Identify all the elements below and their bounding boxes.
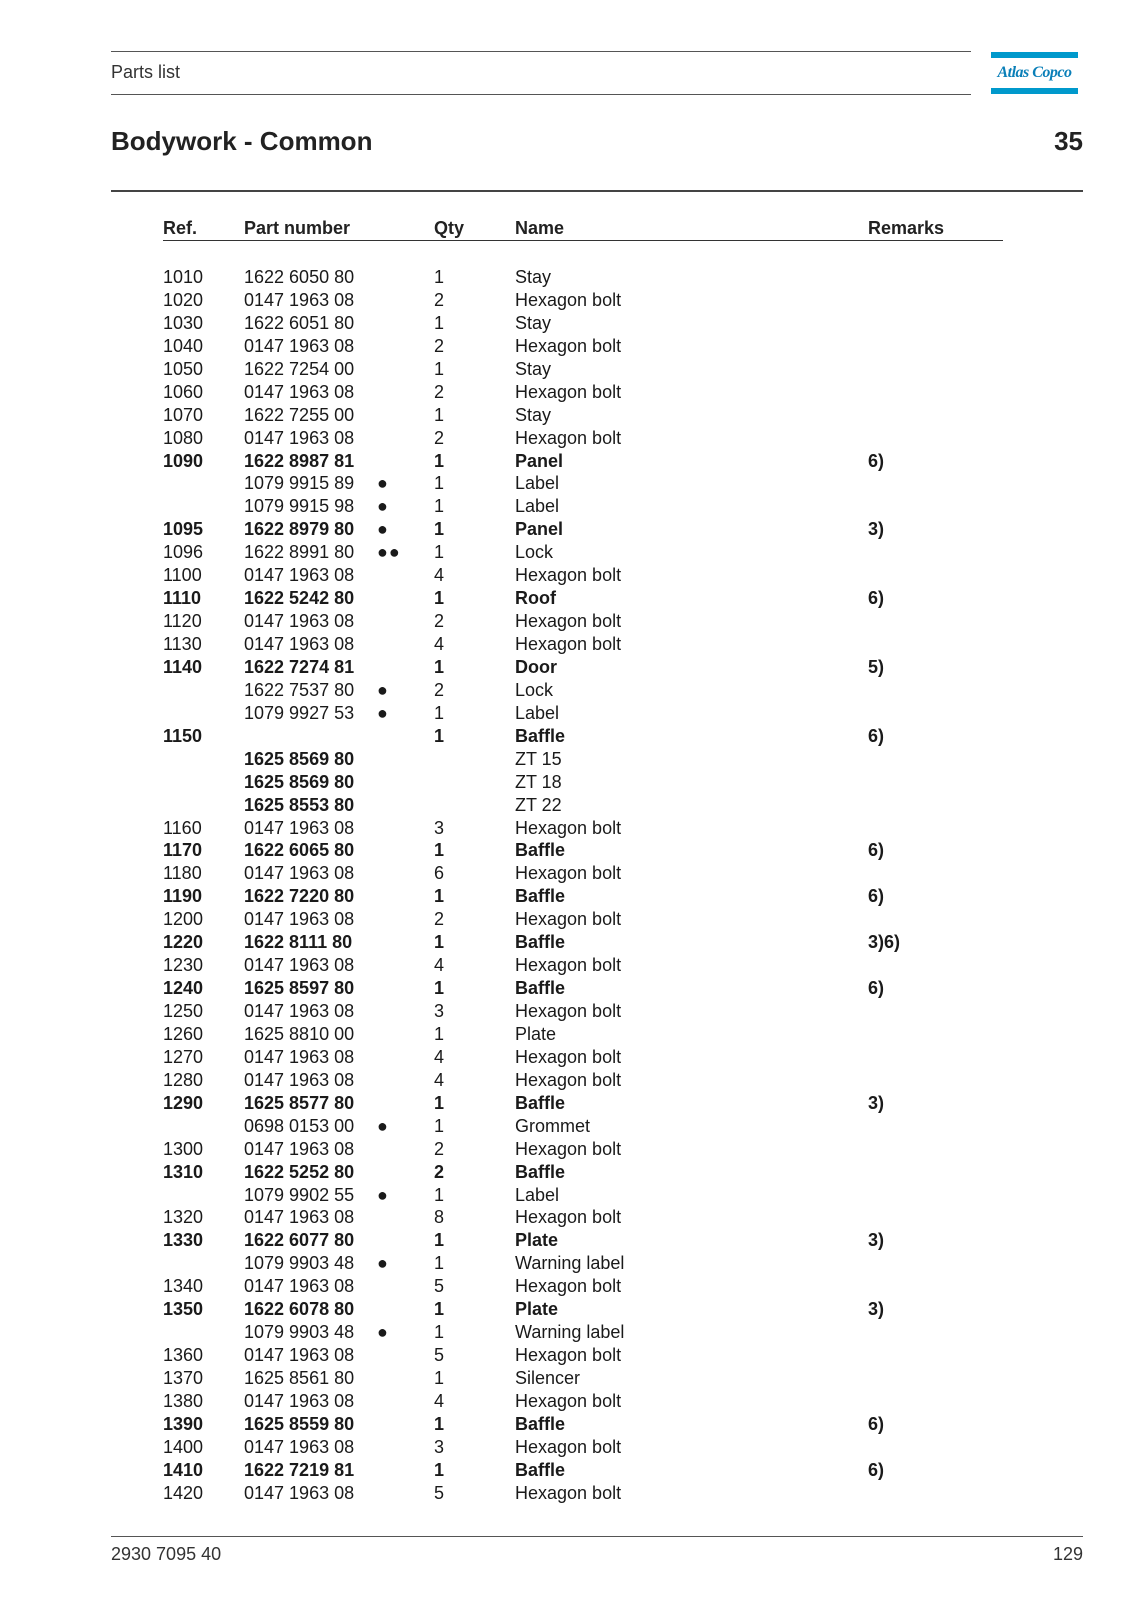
ref-cell: 1140 (163, 656, 203, 677)
table-row (0, 1390, 1131, 1413)
qty-cell: 1 (434, 450, 445, 471)
table-row (0, 748, 1131, 771)
ref-cell: 1420 (163, 1482, 204, 1503)
table-header (0, 218, 1131, 238)
remarks-cell: 6) (868, 1459, 885, 1480)
header-top-rule (111, 51, 971, 52)
name-cell: Silencer (515, 1368, 581, 1388)
part-number-cell: 0147 1963 08 (244, 817, 355, 838)
part-number-cell: 0147 1963 08 (244, 565, 355, 586)
bullet-marker: ● (377, 1322, 389, 1343)
qty-cell: 2 (434, 1161, 445, 1182)
name-cell: Hexagon bolt (515, 1069, 622, 1090)
part-number-cell: 1625 8597 80 (244, 978, 355, 999)
name-cell: ZT 15 (515, 748, 562, 769)
table-row (0, 633, 1131, 656)
qty-cell: 1 (434, 1253, 445, 1274)
qty-cell: 1 (434, 1368, 445, 1388)
column-header-ref: Ref. (163, 218, 198, 238)
qty-cell: 1 (434, 542, 445, 563)
part-number-cell: 1622 8111 80 (244, 932, 353, 953)
qty-cell: 1 (434, 1115, 445, 1136)
qty-cell: 1 (434, 312, 445, 333)
name-cell: Label (515, 1184, 560, 1205)
table-row (0, 518, 1131, 541)
part-number-cell: 1622 8991 80 (244, 542, 355, 563)
name-cell: Hexagon bolt (515, 1436, 622, 1457)
qty-cell: 2 (434, 611, 445, 632)
part-number-cell: 1622 6077 80 (244, 1230, 355, 1251)
name-cell: Baffle (515, 1092, 566, 1113)
part-number-cell: 1622 8979 80 (244, 519, 355, 540)
qty-cell: 1 (434, 404, 445, 425)
qty-cell: 1 (434, 725, 445, 746)
remarks-cell: 3) (868, 1299, 885, 1320)
table-row (0, 702, 1131, 725)
ref-cell: 1010 (163, 267, 204, 287)
table-row (0, 725, 1131, 748)
part-number-cell: 1622 7219 81 (244, 1459, 355, 1480)
part-number-cell: 1079 9903 48 (244, 1253, 355, 1274)
column-header-qty: Qty (434, 218, 465, 238)
part-number-cell: 0147 1963 08 (244, 1207, 355, 1228)
part-number-cell: 0147 1963 08 (244, 1482, 355, 1503)
name-cell: Baffle (515, 1413, 566, 1434)
qty-cell: 5 (434, 1482, 445, 1503)
table-row (0, 1000, 1131, 1023)
table-row (0, 1138, 1131, 1161)
name-cell: Warning label (515, 1322, 625, 1343)
part-number-cell: 1622 7254 00 (244, 358, 355, 379)
logo-text: Atlas Copco (997, 64, 1072, 81)
name-cell: Hexagon bolt (515, 909, 622, 930)
remarks-cell: 3) (868, 519, 885, 540)
table-row (0, 1229, 1131, 1252)
name-cell: Baffle (515, 840, 566, 861)
ref-cell: 1340 (163, 1276, 204, 1297)
remarks-cell: 6) (868, 1413, 885, 1434)
qty-cell: 1 (434, 1184, 445, 1205)
qty-cell: 1 (434, 1023, 445, 1044)
table-row (0, 1092, 1131, 1115)
part-number-cell: 1625 8569 80 (244, 748, 355, 769)
qty-cell: 2 (434, 909, 445, 930)
ref-cell: 1080 (163, 427, 204, 448)
part-number-cell: 0147 1963 08 (244, 381, 355, 402)
part-number-cell: 0147 1963 08 (244, 1046, 355, 1067)
name-cell: ZT 22 (515, 794, 562, 815)
part-number-cell: 0147 1963 08 (244, 863, 355, 884)
table-row (0, 312, 1131, 335)
column-header-part-number: Part number (244, 218, 351, 238)
qty-cell: 1 (434, 656, 445, 677)
part-number-cell: 1622 8987 81 (244, 450, 355, 471)
table-row (0, 404, 1131, 427)
table-header-rule (163, 240, 1003, 241)
table-row (0, 679, 1131, 702)
footer-rule (111, 1536, 1083, 1537)
table-row (0, 472, 1131, 495)
name-cell: Hexagon bolt (515, 1390, 622, 1411)
qty-cell: 8 (434, 1207, 445, 1228)
part-number-cell: 0147 1963 08 (244, 1390, 355, 1411)
remarks-cell: 6) (868, 840, 885, 861)
table-row (0, 1252, 1131, 1275)
qty-cell: 5 (434, 1276, 445, 1297)
bullet-marker: ● (377, 1115, 389, 1136)
table-row (0, 610, 1131, 633)
remarks-cell: 5) (868, 656, 885, 677)
remarks-cell: 3) (868, 1230, 885, 1251)
part-number-cell: 0698 0153 00 (244, 1115, 355, 1136)
qty-cell: 2 (434, 427, 445, 448)
name-cell: Hexagon bolt (515, 1345, 622, 1366)
name-cell: Baffle (515, 1459, 566, 1480)
ref-cell: 1220 (163, 932, 204, 953)
part-number-cell: 1625 8553 80 (244, 794, 355, 815)
section-number: 35 (1054, 126, 1083, 156)
name-cell: Lock (515, 542, 554, 563)
name-cell: Panel (515, 519, 564, 540)
ref-cell: 1160 (163, 817, 202, 838)
qty-cell: 2 (434, 1138, 445, 1159)
bullet-marker: ● (377, 519, 389, 540)
qty-cell: 2 (434, 381, 445, 402)
name-cell: Plate (515, 1023, 557, 1044)
table-row (0, 450, 1131, 473)
footer-doc-number: 2930 7095 40 (111, 1544, 222, 1564)
name-cell: ZT 18 (515, 771, 562, 792)
qty-cell: 1 (434, 1322, 445, 1343)
table-row (0, 541, 1131, 564)
table-row (0, 564, 1131, 587)
qty-cell: 1 (434, 1230, 445, 1251)
name-cell: Baffle (515, 886, 566, 907)
part-number-cell: 1622 7255 00 (244, 404, 355, 425)
name-cell: Baffle (515, 1161, 566, 1182)
part-number-cell: 1079 9915 98 (244, 496, 355, 517)
part-number-cell: 0147 1963 08 (244, 1069, 355, 1090)
ref-cell: 1170 (163, 840, 203, 861)
bullet-marker: ● (377, 473, 389, 494)
name-cell: Grommet (515, 1115, 591, 1136)
part-number-cell: 0147 1963 08 (244, 335, 355, 356)
part-number-cell: 1079 9903 48 (244, 1322, 355, 1343)
table-row (0, 1115, 1131, 1138)
qty-cell: 4 (434, 565, 445, 586)
bullet-marker: ● (377, 702, 389, 723)
qty-cell: 1 (434, 588, 445, 609)
ref-cell: 1130 (163, 634, 202, 654)
ref-cell: 1110 (163, 588, 202, 609)
table-row (0, 266, 1131, 289)
qty-cell: 4 (434, 1390, 445, 1411)
ref-cell: 1310 (163, 1161, 204, 1182)
name-cell: Stay (515, 267, 552, 287)
bullet-marker: ● (377, 679, 389, 700)
name-cell: Roof (515, 588, 556, 609)
name-cell: Plate (515, 1230, 559, 1251)
table-row (0, 839, 1131, 862)
table-row (0, 1436, 1131, 1459)
qty-cell: 1 (434, 932, 445, 953)
ref-cell: 1100 (163, 565, 202, 586)
name-cell: Hexagon bolt (515, 863, 622, 884)
part-number-cell: 1079 9902 55 (244, 1184, 355, 1205)
name-cell: Hexagon bolt (515, 1276, 622, 1297)
name-cell: Hexagon bolt (515, 817, 622, 838)
name-cell: Label (515, 473, 560, 494)
table-row (0, 289, 1131, 312)
qty-cell: 1 (434, 358, 445, 379)
part-number-cell: 1622 7274 81 (244, 656, 355, 677)
name-cell: Door (515, 656, 557, 677)
ref-cell: 1400 (163, 1436, 204, 1457)
qty-cell: 4 (434, 1069, 445, 1090)
name-cell: Baffle (515, 725, 566, 746)
name-cell: Stay (515, 312, 552, 333)
qty-cell: 1 (434, 886, 445, 907)
part-number-cell: 0147 1963 08 (244, 1138, 355, 1159)
qty-cell: 5 (434, 1345, 445, 1366)
part-number-cell: 1622 7537 80 (244, 679, 355, 700)
part-number-cell: 0147 1963 08 (244, 289, 355, 310)
name-cell: Panel (515, 450, 564, 471)
table-row (0, 1298, 1131, 1321)
ref-cell: 1040 (163, 335, 204, 356)
table-row (0, 794, 1131, 817)
header-bottom-rule (111, 94, 971, 95)
part-number-cell: 1622 6065 80 (244, 840, 355, 861)
table-row (0, 358, 1131, 381)
table-row (0, 977, 1131, 1000)
qty-cell: 1 (434, 702, 445, 723)
qty-cell: 4 (434, 634, 445, 654)
column-header-name: Name (515, 218, 565, 238)
footer-page-number: 129 (1052, 1544, 1083, 1564)
ref-cell: 1410 (163, 1459, 204, 1480)
part-number-cell: 0147 1963 08 (244, 611, 355, 632)
part-number-cell: 0147 1963 08 (244, 955, 355, 976)
name-cell: Stay (515, 404, 552, 425)
ref-cell: 1290 (163, 1092, 204, 1113)
name-cell: Hexagon bolt (515, 611, 622, 632)
part-number-cell: 1625 8577 80 (244, 1092, 355, 1113)
part-number-cell: 0147 1963 08 (244, 427, 355, 448)
qty-cell: 1 (434, 473, 445, 494)
table-row (0, 931, 1131, 954)
ref-cell: 1250 (163, 1001, 204, 1021)
ref-cell: 1060 (163, 381, 204, 402)
qty-cell: 1 (434, 496, 445, 517)
section-divider (111, 190, 1083, 192)
ref-cell: 1240 (163, 978, 204, 999)
qty-cell: 2 (434, 679, 445, 700)
table-row (0, 1161, 1131, 1184)
ref-cell: 1180 (163, 863, 202, 884)
part-number-cell: 0147 1963 08 (244, 1436, 355, 1457)
qty-cell: 3 (434, 1436, 445, 1457)
qty-cell: 1 (434, 1092, 445, 1113)
ref-cell: 1096 (163, 542, 204, 563)
qty-cell: 2 (434, 335, 445, 356)
qty-cell: 1 (434, 1413, 445, 1434)
ref-cell: 1260 (163, 1023, 204, 1044)
bullet-marker: ● (377, 496, 389, 517)
atlas-copco-logo (991, 52, 1078, 94)
ref-cell: 1120 (163, 611, 202, 632)
ref-cell: 1200 (163, 909, 204, 930)
remarks-cell: 3)6) (868, 932, 901, 953)
name-cell: Warning label (515, 1253, 625, 1274)
part-number-cell: 1625 8569 80 (244, 771, 355, 792)
table-row (0, 1046, 1131, 1069)
table-row (0, 1459, 1131, 1482)
ref-cell: 1390 (163, 1413, 204, 1434)
part-number-cell: 0147 1963 08 (244, 1276, 355, 1297)
table-row (0, 587, 1131, 610)
part-number-cell: 1625 8810 00 (244, 1023, 355, 1044)
qty-cell: 1 (434, 267, 445, 287)
qty-cell: 1 (434, 978, 445, 999)
part-number-cell: 1625 8561 80 (244, 1368, 355, 1388)
ref-cell: 1090 (163, 450, 204, 471)
ref-cell: 1230 (163, 955, 204, 976)
ref-cell: 1150 (163, 725, 203, 746)
qty-cell: 3 (434, 1001, 445, 1021)
qty-cell: 1 (434, 1299, 445, 1320)
qty-cell: 4 (434, 955, 445, 976)
ref-cell: 1280 (163, 1069, 204, 1090)
header-title: Parts list (111, 62, 181, 82)
ref-cell: 1270 (163, 1046, 204, 1067)
ref-cell: 1095 (163, 519, 204, 540)
part-number-cell: 1079 9927 53 (244, 702, 355, 723)
name-cell: Baffle (515, 978, 566, 999)
remarks-cell: 6) (868, 886, 885, 907)
table-row (0, 817, 1131, 840)
name-cell: Stay (515, 358, 552, 379)
table-row (0, 1184, 1131, 1207)
part-number-cell: 0147 1963 08 (244, 1345, 355, 1366)
name-cell: Hexagon bolt (515, 1207, 622, 1228)
ref-cell: 1380 (163, 1390, 204, 1411)
name-cell: Hexagon bolt (515, 955, 622, 976)
qty-cell: 1 (434, 840, 445, 861)
name-cell: Label (515, 702, 560, 723)
table-row (0, 1367, 1131, 1390)
ref-cell: 1190 (163, 886, 203, 907)
table-row (0, 1275, 1131, 1298)
part-number-cell: 1079 9915 89 (244, 473, 355, 494)
table-row (0, 1206, 1131, 1229)
table-row (0, 1069, 1131, 1092)
table-row (0, 1023, 1131, 1046)
name-cell: Label (515, 496, 560, 517)
part-number-cell: 1622 7220 80 (244, 886, 355, 907)
name-cell: Hexagon bolt (515, 1001, 622, 1021)
parts-table-body (0, 266, 1131, 1505)
ref-cell: 1320 (163, 1207, 204, 1228)
ref-cell: 1070 (163, 404, 204, 425)
table-row (0, 862, 1131, 885)
column-header-remarks: Remarks (868, 218, 945, 238)
part-number-cell: 0147 1963 08 (244, 1001, 355, 1021)
name-cell: Lock (515, 679, 554, 700)
part-number-cell: 0147 1963 08 (244, 909, 355, 930)
name-cell: Hexagon bolt (515, 289, 622, 310)
remarks-cell: 6) (868, 725, 885, 746)
name-cell: Hexagon bolt (515, 565, 622, 586)
name-cell: Hexagon bolt (515, 634, 622, 654)
part-number-cell: 0147 1963 08 (244, 634, 355, 654)
remarks-cell: 6) (868, 978, 885, 999)
section-title: Bodywork - Common (111, 126, 373, 156)
ref-cell: 1370 (163, 1368, 204, 1388)
qty-cell: 1 (434, 519, 445, 540)
qty-cell: 3 (434, 817, 445, 838)
name-cell: Hexagon bolt (515, 335, 622, 356)
name-cell: Hexagon bolt (515, 1138, 622, 1159)
remarks-cell: 3) (868, 1092, 885, 1113)
part-number-cell: 1622 6050 80 (244, 267, 355, 287)
part-number-cell: 1622 5242 80 (244, 588, 355, 609)
table-row (0, 908, 1131, 931)
remarks-cell: 6) (868, 450, 885, 471)
part-number-cell: 1622 6051 80 (244, 312, 355, 333)
table-row (0, 1482, 1131, 1505)
bullet-marker: ● (377, 1253, 389, 1274)
qty-cell: 4 (434, 1046, 445, 1067)
table-row (0, 885, 1131, 908)
table-row (0, 954, 1131, 977)
table-row (0, 1413, 1131, 1436)
ref-cell: 1360 (163, 1345, 204, 1366)
name-cell: Hexagon bolt (515, 427, 622, 448)
qty-cell: 6 (434, 863, 445, 884)
qty-cell: 2 (434, 289, 445, 310)
name-cell: Hexagon bolt (515, 1046, 622, 1067)
bullet-marker: ● (377, 1184, 389, 1205)
name-cell: Hexagon bolt (515, 381, 622, 402)
table-row (0, 335, 1131, 358)
ref-cell: 1050 (163, 358, 204, 379)
part-number-cell: 1625 8559 80 (244, 1413, 355, 1434)
remarks-cell: 6) (868, 588, 885, 609)
name-cell: Baffle (515, 932, 566, 953)
table-row (0, 1321, 1131, 1344)
table-row (0, 656, 1131, 679)
bullet-marker: ●● (377, 542, 401, 563)
table-row (0, 771, 1131, 794)
ref-cell: 1330 (163, 1230, 204, 1251)
table-row (0, 1344, 1131, 1367)
part-number-cell: 1622 5252 80 (244, 1161, 355, 1182)
qty-cell: 1 (434, 1459, 445, 1480)
ref-cell: 1030 (163, 312, 204, 333)
name-cell: Plate (515, 1299, 559, 1320)
table-row (0, 381, 1131, 404)
ref-cell: 1300 (163, 1138, 204, 1159)
ref-cell: 1350 (163, 1299, 204, 1320)
part-number-cell: 1622 6078 80 (244, 1299, 355, 1320)
ref-cell: 1020 (163, 289, 204, 310)
table-row (0, 495, 1131, 518)
name-cell: Hexagon bolt (515, 1482, 622, 1503)
table-row (0, 427, 1131, 450)
